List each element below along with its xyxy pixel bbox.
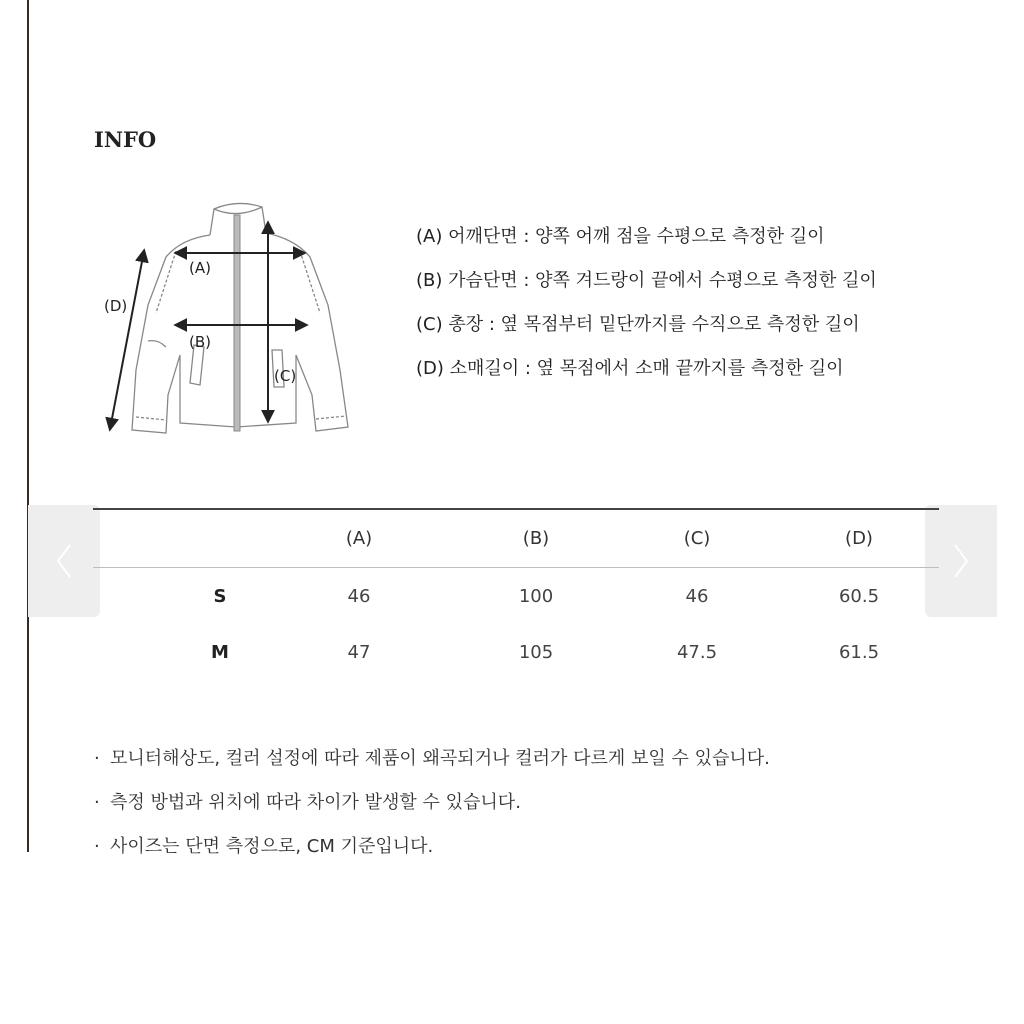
table-header-row — [93, 510, 939, 568]
list-item — [94, 789, 770, 833]
value-b: 105 — [518, 642, 554, 663]
header-a: (A) — [345, 528, 373, 549]
diagram-label-c: (C) — [274, 367, 297, 385]
bullet: · — [94, 748, 100, 769]
jacket-measurement-diagram — [96, 195, 376, 445]
header-d: (D) — [845, 528, 873, 549]
definition-a: (A) 어깨단면 : 양쪽 어깨 점을 수평으로 측정한 길이 — [416, 226, 825, 247]
chevron-right-icon — [949, 541, 973, 581]
value-b: 100 — [518, 586, 554, 607]
size-label: M — [211, 642, 229, 663]
size-table — [93, 508, 939, 680]
info-heading: INFO — [94, 127, 157, 152]
note-text: 사이즈는 단면 측정으로, CM 기준입니다. — [110, 836, 434, 857]
header-size — [160, 510, 280, 566]
chevron-left-icon — [52, 541, 76, 581]
diagram-label-b: (B) — [189, 333, 211, 351]
measurement-definitions — [416, 222, 877, 398]
list-item — [94, 745, 770, 789]
value-c: 47.5 — [676, 642, 718, 663]
definition-c: (C) 총장 : 옆 목점부터 밑단까지를 수직으로 측정한 길이 — [416, 314, 860, 335]
value-d: 60.5 — [838, 586, 880, 607]
header-b: (B) — [522, 528, 550, 549]
diagram-label-d: (D) — [104, 297, 128, 315]
size-label: S — [213, 586, 227, 607]
table-row — [93, 624, 939, 680]
header-c: (C) — [683, 528, 711, 549]
definition-d: (D) 소매길이 : 옆 목점에서 소매 끝까지를 측정한 길이 — [416, 358, 844, 379]
left-border-line — [27, 0, 29, 852]
definition-b: (B) 가슴단면 : 양쪽 겨드랑이 끝에서 수평으로 측정한 길이 — [416, 270, 877, 291]
bullet: · — [94, 836, 100, 857]
value-a: 46 — [347, 586, 371, 607]
note-text: 모니터해상도, 컬러 설정에 따라 제품이 왜곡되거나 컬러가 다르게 보일 수 있습니다. — [110, 748, 770, 769]
note-text: 측정 방법과 위치에 따라 차이가 발생할 수 있습니다. — [110, 792, 521, 813]
diagram-label-a: (A) — [189, 259, 211, 277]
carousel-prev-button[interactable] — [28, 505, 100, 617]
list-item — [94, 833, 770, 877]
value-c: 46 — [685, 586, 709, 607]
bullet: · — [94, 792, 100, 813]
value-a: 47 — [347, 642, 371, 663]
table-row — [93, 568, 939, 624]
value-d: 61.5 — [838, 642, 880, 663]
notes-list — [94, 745, 770, 877]
